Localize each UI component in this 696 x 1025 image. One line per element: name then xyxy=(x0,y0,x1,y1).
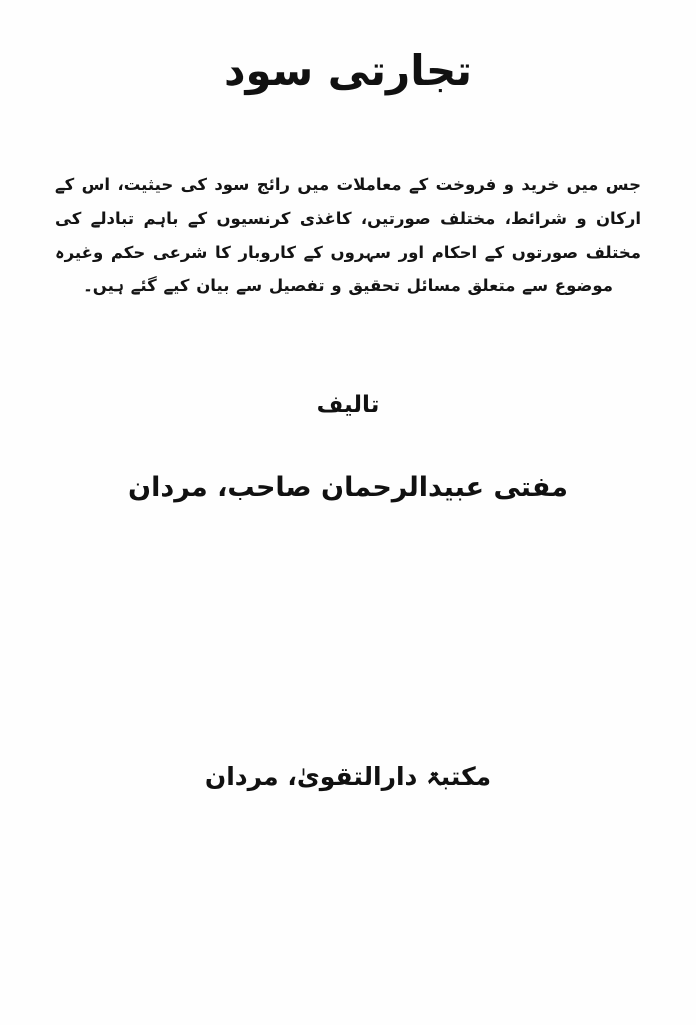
book-description: جس میں خرید و فروخت کے معاملات میں رائج سود کی حیثیت، اس کے ارکان و شرائط، مختلف صورتیں، کاغذی کرنسیوں کے باہم تبادلے کی مختلف صورتوں کے احکام اور سہروں کے کاروبار کا شرعی حکم وغیرہ موضوع سے متعلق مسائل تحقیق و تفصیل سے بیان کیے گئے ہیں۔ xyxy=(55,175,641,296)
author-name: مفتی عبیدالرحمان صاحب، مردان xyxy=(128,472,568,503)
page-title: تجارتی سود xyxy=(223,46,473,95)
publisher-name: مکتبۃ دارالتقویٰ، مردان xyxy=(204,762,492,791)
author-label: تالیف xyxy=(316,392,380,418)
